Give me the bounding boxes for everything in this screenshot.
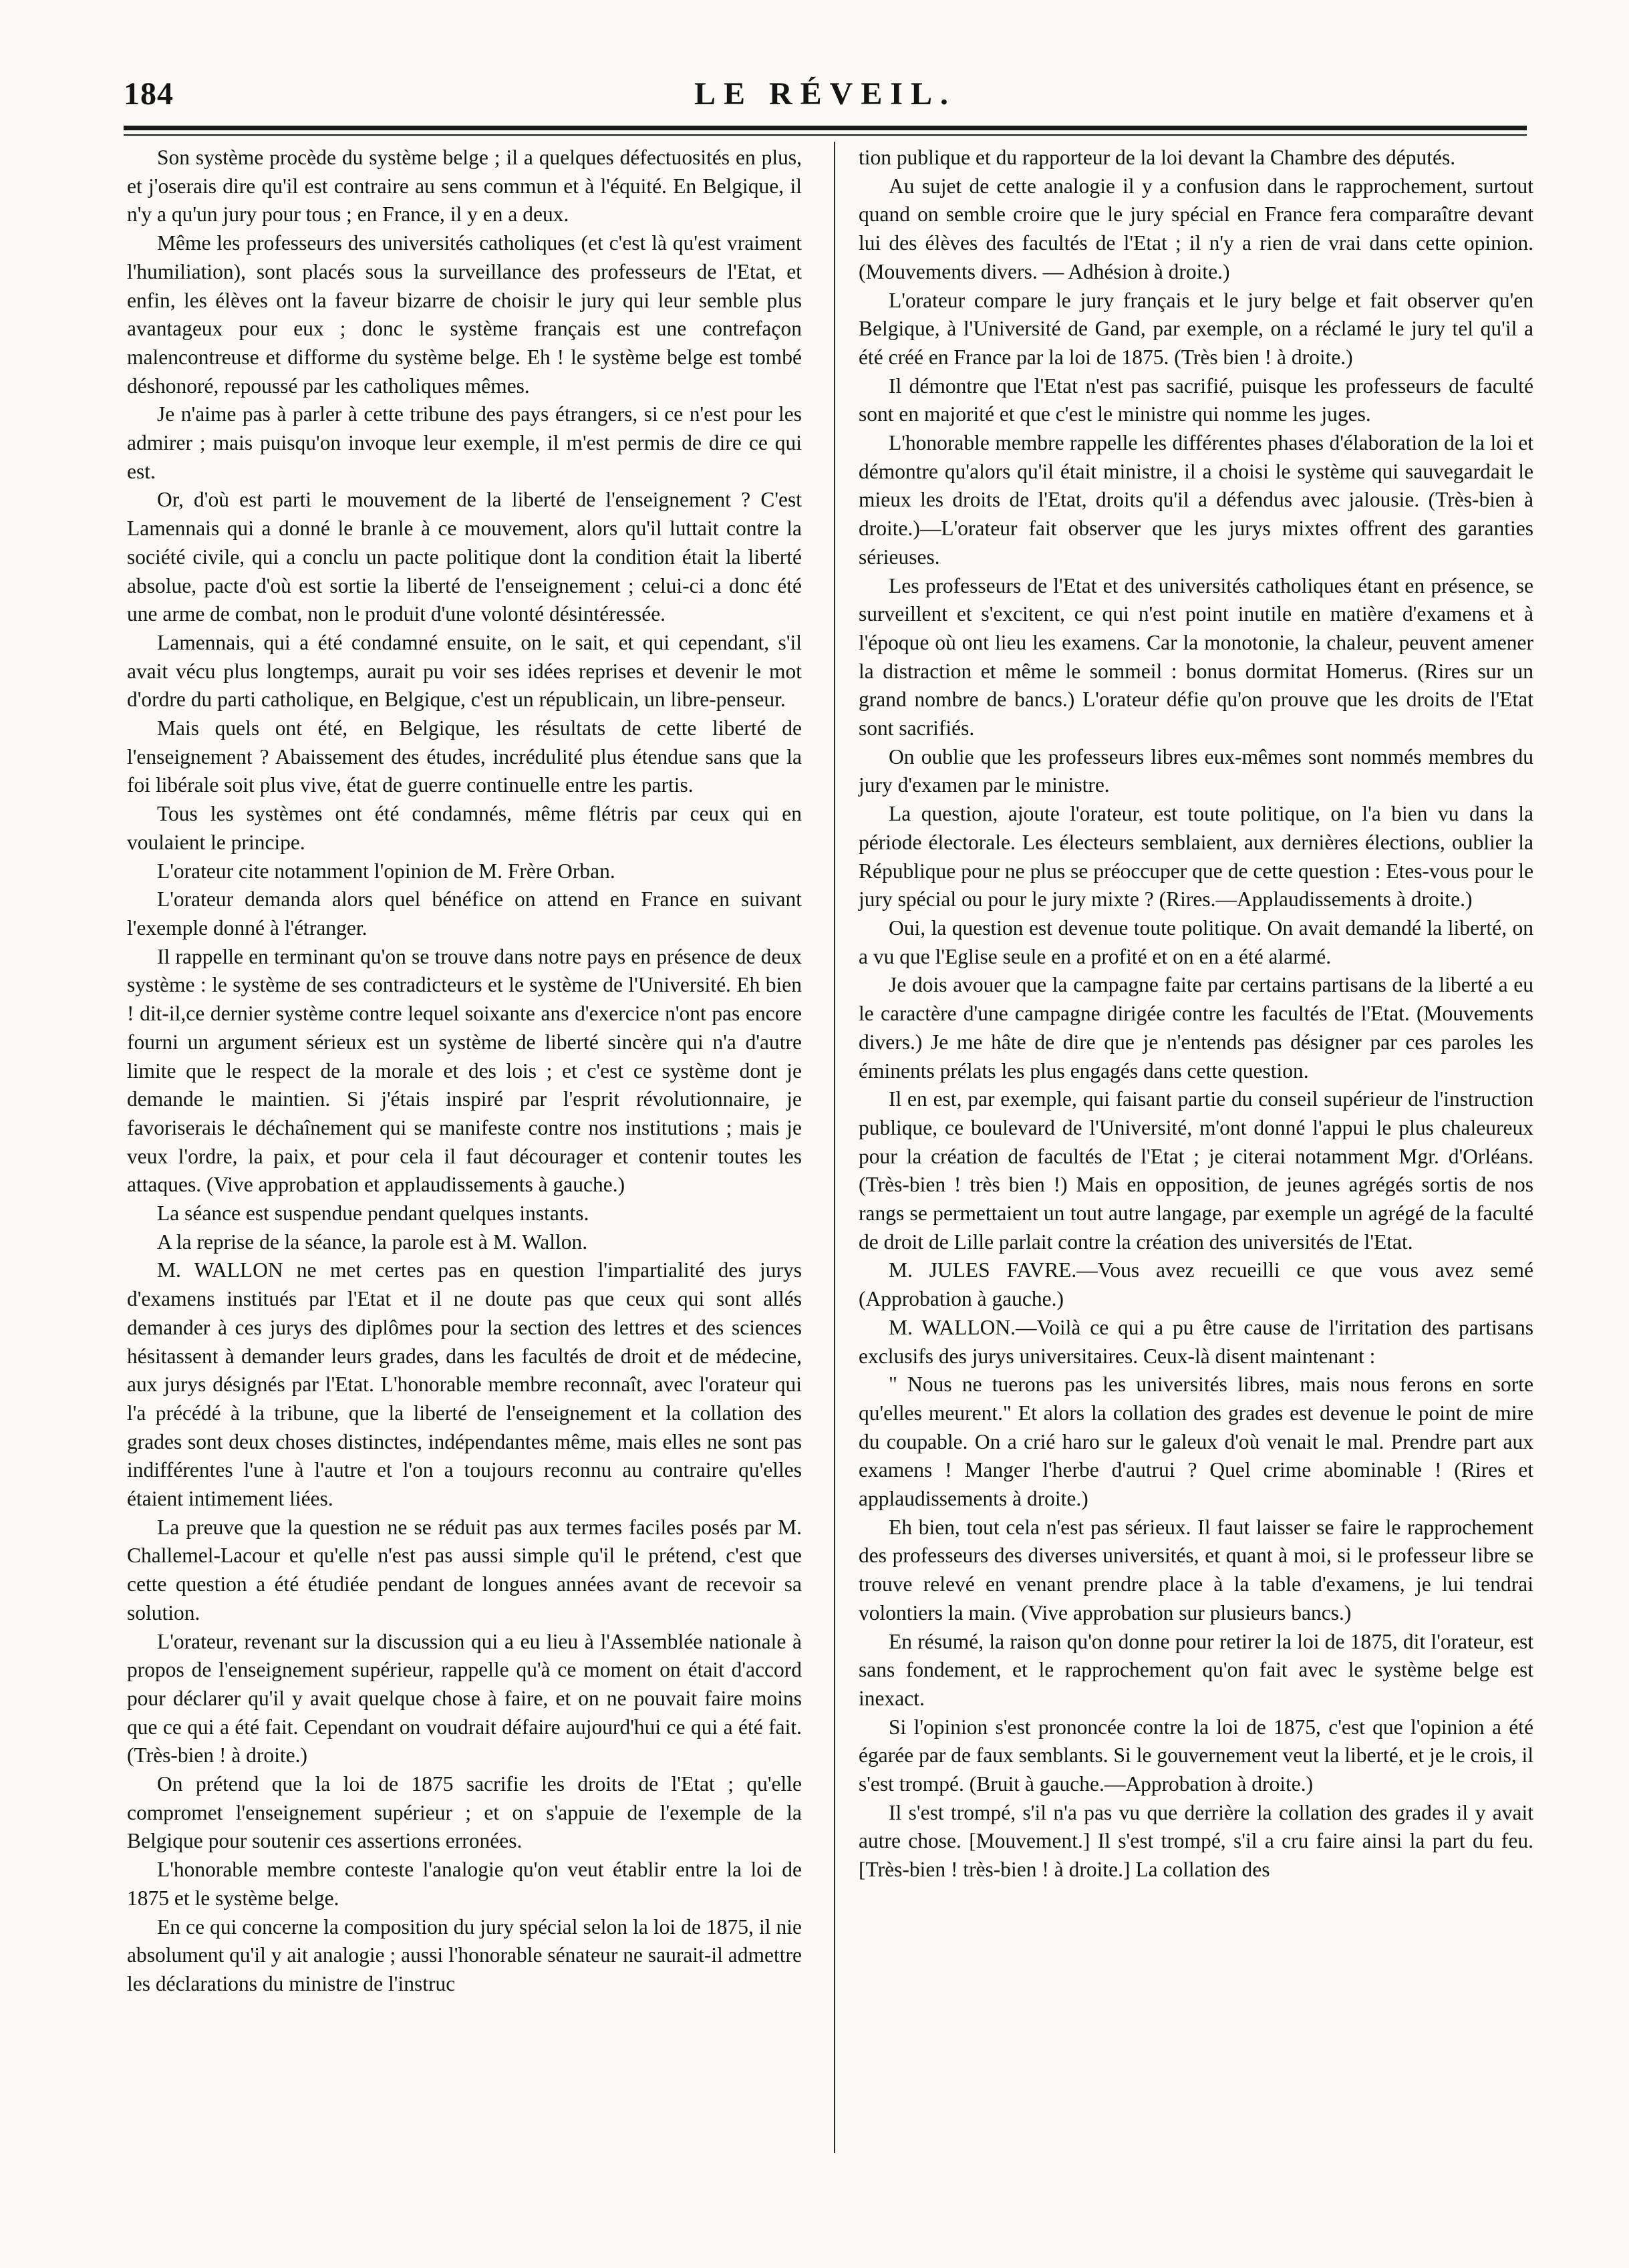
- paragraph: Il s'est trompé, s'il n'a pas vu que derrière la collation des grades il y avait autre chose. [Mouvement.] Il s'est trompé, s'il a cru faire ainsi la part du feu. [Très-bien ! très-bien ! à droite.] La collation des: [859, 1800, 1533, 1882]
- paragraph: M. WALLON ne met certes pas en question l'impartialité des jurys d'examens institués par l'Etat et il ne doute pas que ceux qui sont allés demander à ces jurys des diplômes pour la section des lettres et des sciences hésitassent à demander leurs grades, dans les facultés de droit et de médecine, aux jurys désignés par l'Etat. L'honorable membre reconnaît, avec l'orateur qui l'a précédé à la tribune, que la liberté de l'enseignement et la collation des grades sont deux choses distinctes, indépendantes même, mais elles ne sont pas indifférentes l'une à l'autre et l'on a toujours reconnu au contraire qu'elles étaient intimement liées.: [127, 1258, 802, 1511]
- page-number: 184: [124, 76, 174, 112]
- paragraph: On prétend que la loi de 1875 sacrifie les droits de l'Etat ; qu'elle compromet l'enseignement supérieur ; et on s'appuie de l'exemple de la Belgique pour soutenir ces assertions erronées.: [127, 1772, 802, 1853]
- paragraph: En résumé, la raison qu'on donne pour retirer la loi de 1875, dit l'orateur, est sans fondement, et le rapprochement qu'on fait avec le système belge est inexact.: [859, 1629, 1533, 1710]
- right-column: [859, 144, 1533, 1884]
- paragraph: L'orateur, revenant sur la discussion qui a eu lieu à l'Assemblée nationale à propos de l'enseignement supérieur, rappelle qu'à ce moment on était d'accord pour déclarer qu'il y avait quelque chose à faire, et on ne pouvait faire moins que ce qui a été fait. Cependant on voudrait défaire aujourd'hui ce qui a été fait. (Très-bien ! à droite.): [127, 1629, 802, 1767]
- header-rule-thin: [124, 134, 1527, 136]
- paragraph: Lamennais, qui a été condamné ensuite, on le sait, et qui cependant, s'il avait vécu plus longtemps, aurait pu voir ses idées reprises et devenir le mot d'ordre du parti catholique, en Belgique, c'est un républicain, un libre-penseur.: [127, 630, 802, 712]
- paragraph: Au sujet de cette analogie il y a confusion dans le rapprochement, surtout quand on semble croire que le jury spécial en France fera comparaître devant lui des élèves des facultés de l'Etat ; il n'y a rien de vrai dans cette opinion. (Mouvements divers. — Adhésion à droite.): [859, 174, 1533, 283]
- paragraph: En ce qui concerne la composition du jury spécial selon la loi de 1875, il nie absolument qu'il y ait analogie ; aussi l'honorable sénateur ne saurait-il admettre les déclarations du ministre de l'instruc: [127, 1915, 802, 1995]
- paragraph: Il en est, par exemple, qui faisant partie du conseil supérieur de l'instruction publique, ce boulevard de l'Université, m'ont donné l'appui le plus chaleureux pour la création de facultés de l'Etat ; je citerai notamment Mgr. d'Orléans. (Très-bien ! très bien !) Mais en opposition, de jeunes agrégés sortis de nos rangs se permettaient un tout autre langage, par exemple un agrégé de la faculté de droit de Lille parlait contre la création des universités de l'Etat.: [859, 1087, 1533, 1254]
- page-header: [124, 63, 1527, 124]
- paragraph: L'honorable membre conteste l'analogie qu'on veut établir entre la loi de 1875 et le système belge.: [127, 1858, 802, 1910]
- left-column: [127, 144, 802, 1999]
- paragraph: " Nous ne tuerons pas les universités libres, mais nous ferons en sorte qu'elles meurent." Et alors la collation des grades est devenue le point de mire du coupable. On a crié haro sur le galeux d'où venait le mal. Prendre part aux examens ! Manger l'herbe d'autrui ? Quel crime abominable ! (Rires et applaudissements à droite.): [859, 1373, 1533, 1511]
- paragraph: Son système procède du système belge ; il a quelques défectuosités en plus, et j'oserais dire qu'il est contraire au sens commun et à l'équité. En Belgique, il n'y a qu'un jury pour tous ; en France, il y en a deux.: [127, 146, 802, 227]
- paragraph: Il rappelle en terminant qu'on se trouve dans notre pays en présence de deux système : le système de ses contradicteurs et le système de l'Université. Eh bien ! dit-il,ce dernier système contre lequel soixante ans d'exercice n'ont pas encore fourni un argument sérieux est un système de liberté sincère qui n'a d'autre limite que le respect de la morale et des lois ; et c'est ce système dont je demande le maintien. Si j'étais inspiré par l'esprit révolutionnaire, je favoriserais le déchaînement qui se manifeste contre nos institutions ; mais je veux l'ordre, la paix, et pour cela il faut décourager et contenir toutes les attaques. (Vive approbation et applaudissements à gauche.): [127, 944, 802, 1197]
- paragraph: L'orateur demanda alors quel bénéfice on attend en France en suivant l'exemple donné à l'étranger.: [127, 887, 802, 940]
- paragraph: Tous les systèmes ont été condamnés, même flétris par ceux qui en voulaient le principe.: [127, 802, 802, 854]
- paragraph: On oublie que les professeurs libres eux-mêmes sont nommés membres du jury d'examen par le ministre.: [859, 744, 1533, 797]
- header-rule-thick: [124, 126, 1527, 130]
- paragraph: Si l'opinion s'est prononcée contre la loi de 1875, c'est que l'opinion a été égarée par de faux semblants. Si le gouvernement veut la liberté, et je le crois, il s'est trompé. (Bruit à gauche.—Approbation à droite.): [859, 1715, 1533, 1796]
- paragraph: tion publique et du rapporteur de la loi devant la Chambre des députés.: [859, 146, 1456, 169]
- paragraph: Il démontre que l'Etat n'est pas sacrifié, puisque les professeurs de faculté sont en majorité et que c'est le ministre qui nomme les juges.: [859, 374, 1533, 426]
- paragraph: L'orateur compare le jury français et le jury belge et fait observer qu'en Belgique, à l'Université de Gand, par exemple, on a réclamé le jury tel qu'il a été créé en France par la loi de 1875. (Très bien ! à droite.): [859, 288, 1533, 369]
- paragraph: La séance est suspendue pendant quelques instants.: [157, 1201, 589, 1226]
- paragraph: Eh bien, tout cela n'est pas sérieux. Il faut laisser se faire le rapprochement des professeurs des diverses universités, et quant à moi, si le professeur libre se trouve relevé en venant prendre place à la table d'examens, je lui tendrai volontiers la main. (Vive approbation sur plusieurs bancs.): [859, 1515, 1533, 1624]
- paragraph: Or, d'où est parti le mouvement de la liberté de l'enseignement ? C'est Lamennais qui a donné le branle à ce mouvement, alors qu'il luttait contre la société civile, qui a conclu un pacte politique dont la condition était la liberté absolue, pacte d'où est sortie la liberté de l'enseignement ; celui-ci a donc été une arme de combat, non le produit d'une volonté désintéressée.: [127, 488, 802, 626]
- paragraph: L'honorable membre rappelle les différentes phases d'élaboration de la loi et démontre qu'alors qu'il était ministre, il a choisi le système qui sauvegardait le mieux les droits de l'Etat, droits qu'il a défendus avec jalousie. (Très-bien à droite.)—L'orateur fait observer que les jurys mixtes offrent des garanties sérieuses.: [859, 431, 1533, 569]
- paragraph: M. WALLON.—Voilà ce qui a pu être cause de l'irritation des partisans exclusifs des jurys universitaires. Ceux-là disent maintenant :: [859, 1315, 1533, 1368]
- paragraph: Oui, la question est devenue toute politique. On avait demandé la liberté, on a vu que l'Eglise seule en a profité et on en a été alarmé.: [859, 915, 1533, 968]
- column-divider: [834, 142, 835, 2153]
- paragraph: L'orateur cite notamment l'opinion de M. Frère Orban.: [157, 859, 615, 883]
- paragraph: Les professeurs de l'Etat et des universités catholiques étant en présence, se surveillent et s'excitent, ce qui n'est point inutile en matière d'examens et à l'époque où ont lieu les examens. Car la monotonie, la chaleur, peuvent amener la distraction et même le sommeil : bonus dormitat Homerus. (Rires sur un grand nombre de bancs.) L'orateur défie qu'on prouve que les droits de l'Etat sont sacrifiés.: [859, 573, 1533, 740]
- running-title: LE RÉVEIL.: [694, 76, 957, 112]
- paragraph: Je dois avouer que la campagne faite par certains partisans de la liberté a eu le caractère d'une campagne dirigée contre les facultés de l'Etat. (Mouvements divers.) Je me hâte de dire que je n'entends pas désigner par ces paroles les éminents prélats les plus engagés dans cette question.: [859, 973, 1533, 1083]
- paragraph: La preuve que la question ne se réduit pas aux termes faciles posés par M. Challemel-Lacour et qu'elle n'est pas aussi simple qu'il le prétend, c'est que cette question a été étudiée pendant de longues années avant de recevoir sa solution.: [127, 1515, 802, 1624]
- paragraph: M. JULES FAVRE.—Vous avez recueilli ce que vous avez semé (Approbation à gauche.): [859, 1258, 1533, 1311]
- paragraph: A la reprise de la séance, la parole est à M. Wallon.: [157, 1230, 588, 1254]
- paragraph: Même les professeurs des universités catholiques (et c'est là qu'est vraiment l'humiliation), sont placés sous la surveillance des professeurs de l'Etat, et enfin, les élèves ont la faveur bizarre de choisir le jury qui leur semble plus avantageux pour eux ; donc le système français est une contrefaçon malencontreuse et difforme du système belge. Eh ! le système belge est tombé déshonoré, repoussé par les catholiques mêmes.: [127, 231, 802, 398]
- paragraph: Mais quels ont été, en Belgique, les résultats de cette liberté de l'enseignement ? Abaissement des études, incrédulité plus étendue sans que la foi libérale soit plus vive, état de guerre continuelle entre les partis.: [127, 716, 802, 797]
- paragraph: Je n'aime pas à parler à cette tribune des pays étrangers, si ce n'est pour les admirer ; mais puisqu'on invoque leur exemple, il m'est permis de dire ce qui est.: [127, 402, 802, 483]
- paragraph: La question, ajoute l'orateur, est toute politique, on l'a bien vu dans la période électorale. Les électeurs semblaient, aux dernières élections, oublier la République pour ne plus se préoccuper que de cette question : Etes-vous pour le jury spécial ou pour le jury mixte ? (Rires.—Applaudissements à droite.): [859, 802, 1533, 911]
